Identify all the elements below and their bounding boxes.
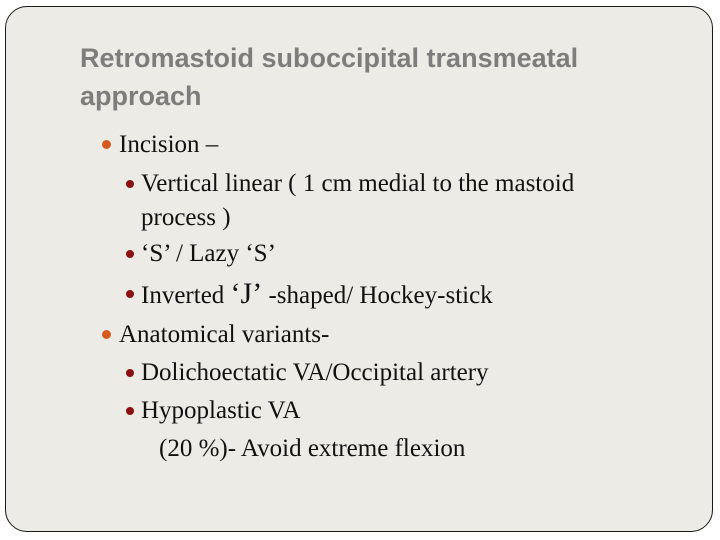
bullet-item-continuation: [141, 203, 231, 233]
bullet-item-hypoplastic: [141, 396, 301, 426]
bullet-text: Vertical linear ( 1 cm medial to the mastoid: [141, 170, 575, 197]
bullet-dot-icon: [102, 140, 111, 149]
bullet-text: (20 %)- Avoid extreme flexion: [159, 435, 466, 462]
bullet-text: Dolichoectatic VA/Occipital artery: [141, 359, 489, 386]
bullet-text: Incision –: [119, 131, 219, 158]
bullet-item-flexion-note: [159, 434, 465, 464]
bullet-dot-icon: [126, 250, 134, 258]
bullet-dot-icon: [126, 407, 134, 415]
bullet-item-dolichoectatic: [141, 358, 489, 388]
bullet-dot-icon: [126, 369, 134, 377]
slide-title: Retromastoid suboccipital transmeatal approach: [80, 43, 579, 111]
bullet-text-a: Inverted: [141, 282, 231, 309]
bullet-text-c: -shaped/ Hockey-stick: [262, 282, 493, 309]
slide-frame: [5, 6, 713, 532]
bullet-item-incision: [119, 130, 218, 160]
bullet-dot-icon: [126, 180, 134, 188]
bullet-text: Anatomical variants-: [119, 321, 330, 348]
bullet-item-vertical-linear: [141, 169, 574, 199]
bullet-item-anatomical-variants: [119, 320, 329, 350]
bullet-text-b: ‘J’: [230, 277, 263, 310]
bullet-dot-icon: [102, 330, 111, 339]
slide-body: [6, 7, 712, 531]
bullet-dot-icon: [126, 290, 134, 298]
bullet-item-s-lazy-s: [141, 239, 276, 269]
bullet-text: Hypoplastic VA: [141, 397, 301, 424]
bullet-text: process ): [141, 204, 231, 231]
bullet-item-inverted-j: [141, 279, 493, 311]
bullet-text: ‘S’ / Lazy ‘S’: [141, 240, 276, 267]
